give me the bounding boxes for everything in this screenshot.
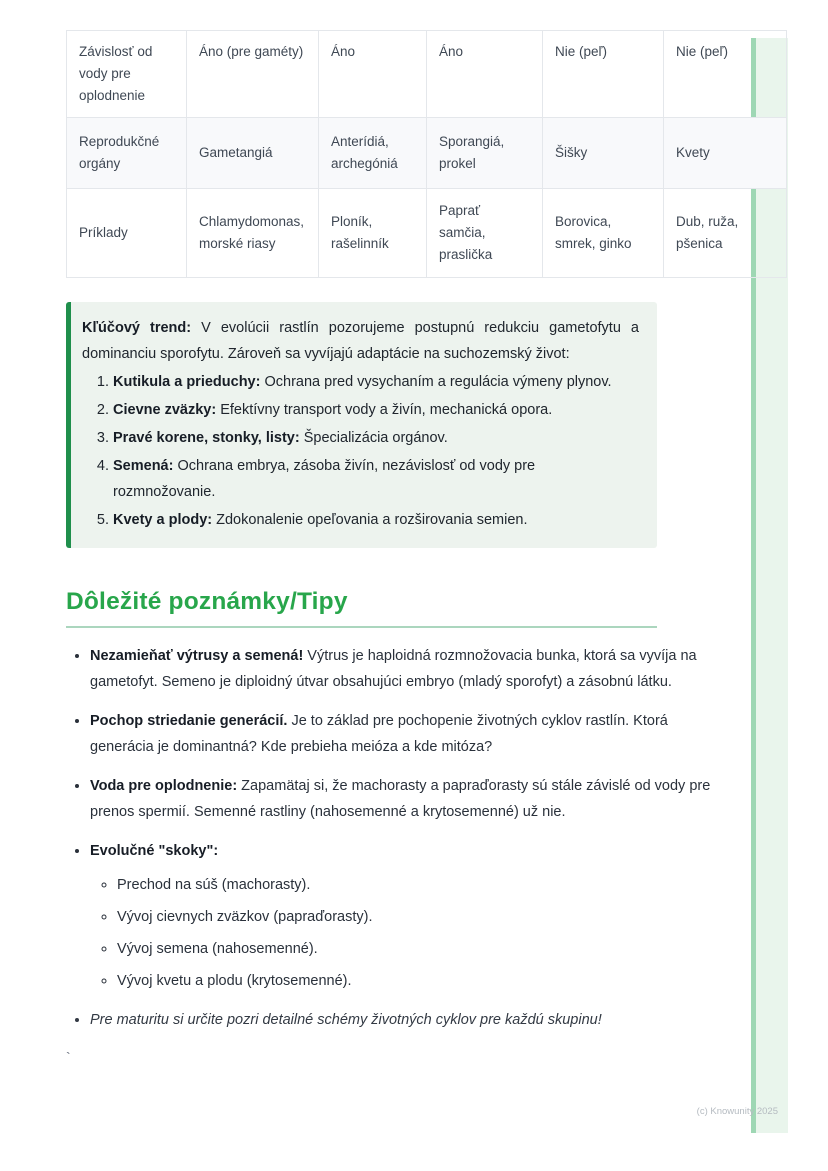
stray-backtick: ` [66, 1049, 71, 1065]
note-item-term: Nezamieňať výtrusy a semená! [90, 648, 304, 664]
comparison-table [66, 30, 787, 278]
table-row [67, 31, 787, 118]
table-cell: Borovica, smrek, ginko [543, 189, 664, 278]
note-item [90, 643, 718, 695]
table-cell: Chlamydomonas, morské riasy [187, 189, 319, 278]
callout-item-text: Ochrana embrya, zásoba živín, nezávislosť od vody pre rozmnožovanie. [113, 458, 536, 500]
callout-item-text: Zdokonalenie opeľovania a rozširovania semien. [212, 512, 528, 528]
note-sub-item: ◦ Vývoj cievnych zväzkov (papraďorasty). [117, 904, 718, 930]
key-trend-callout [66, 302, 657, 548]
table-cell: Áno [319, 31, 427, 118]
note-item-term: Evolučné "skoky": [90, 843, 219, 859]
table-cell: Anterídiá, archegóniá [319, 118, 427, 189]
section-title: Dôležité poznámky/Tipy [66, 588, 348, 615]
callout-item-term: Semená: [113, 458, 174, 474]
table-cell: Nie (peľ) [543, 31, 664, 118]
callout-item-term: Kutikula a prieduchy: [113, 374, 261, 390]
table-cell: Áno (pre gaméty) [187, 31, 319, 118]
note-item: • Pre maturitu si určite pozri detailné schémy životných cyklov pre každú skupinu! [90, 1007, 718, 1033]
table-row-label: Reprodukčné orgány [67, 118, 187, 189]
note-item [90, 773, 718, 825]
notes-list [66, 643, 718, 1033]
callout-list-item [113, 453, 639, 505]
note-item-text: Je to základ pre pochopenie životných cyklov rastlín. Ktorá generácia je dominantná? Kde prebieha meióza a kde mitóza? [90, 713, 668, 755]
table-cell: Áno [427, 31, 543, 118]
note-item-text: Výtrus je haploidná rozmnožovacia bunka, ktorá sa vyvíja na gametofyt. Semeno je diploidný útvar obsahujúci embryo (mladý sporofyt) a zásobnú látku. [90, 648, 697, 690]
note-item-text: Zapamätaj si, že machorasty a papraďorasty sú stále závislé od vody pre prenos spermií. Semenné rastliny (nahosemenné a krytosemenné) už nie. [90, 778, 711, 820]
note-sub-item: ◦ Vývoj kvetu a plodu (krytosemenné). [117, 968, 718, 994]
callout-numbered-list [82, 369, 639, 533]
callout-item-term: Cievne zväzky: [113, 402, 217, 418]
table-cell: Paprať samčia, praslička [427, 189, 543, 278]
table-cell: Šišky [543, 118, 664, 189]
table-row [67, 118, 787, 189]
callout-list-item [113, 397, 639, 423]
table-cell: Sporangiá, prokel [427, 118, 543, 189]
note-item-term: Pochop striedanie generácií. [90, 713, 288, 729]
note-item [90, 708, 718, 760]
table-cell: Nie (peľ) [664, 31, 787, 118]
callout-lead-bold: Kľúčový trend: [82, 320, 192, 336]
note-item [90, 838, 718, 994]
table-row-label: Závislosť od vody pre oplodnenie [67, 31, 187, 118]
callout-list-item [113, 425, 639, 451]
note-sub-item: ◦ Vývoj semena (nahosemenné). [117, 936, 718, 962]
callout-lead-text: V evolúcii rastlín pozorujeme postupnú redukciu gametofytu a dominanciu sporofytu. Zároveň sa vyvíjajú adaptácie na suchozemský život: [82, 320, 639, 362]
callout-item-text: Ochrana pred vysychaním a regulácia výmeny plynov. [260, 374, 612, 390]
table-row-label: Príklady [67, 189, 187, 278]
table-cell: Kvety [664, 118, 787, 189]
table-cell: Ploník, rašelinník [319, 189, 427, 278]
callout-item-term: Kvety a plody: [113, 512, 213, 528]
section-divider [66, 626, 657, 628]
table-row [67, 189, 787, 278]
callout-item-term: Pravé korene, stonky, listy: [113, 430, 300, 446]
note-item-term: Voda pre oplodnenie: [90, 778, 238, 794]
callout-item-text: Efektívny transport vody a živín, mechanická opora. [216, 402, 553, 418]
table-cell: Gametangiá [187, 118, 319, 189]
page-content [66, 30, 786, 1065]
callout-list-item [113, 369, 639, 395]
note-sub-list [90, 872, 718, 994]
table-cell: Dub, ruža, pšenica [664, 189, 787, 278]
copyright-footer: (c) Knowunity 2025 [696, 1106, 778, 1117]
callout-lead [82, 315, 639, 367]
callout-item-text: Špecializácia orgánov. [299, 430, 448, 446]
callout-list-item [113, 507, 639, 533]
note-sub-item: ◦ Prechod na súš (machorasty). [117, 872, 718, 898]
